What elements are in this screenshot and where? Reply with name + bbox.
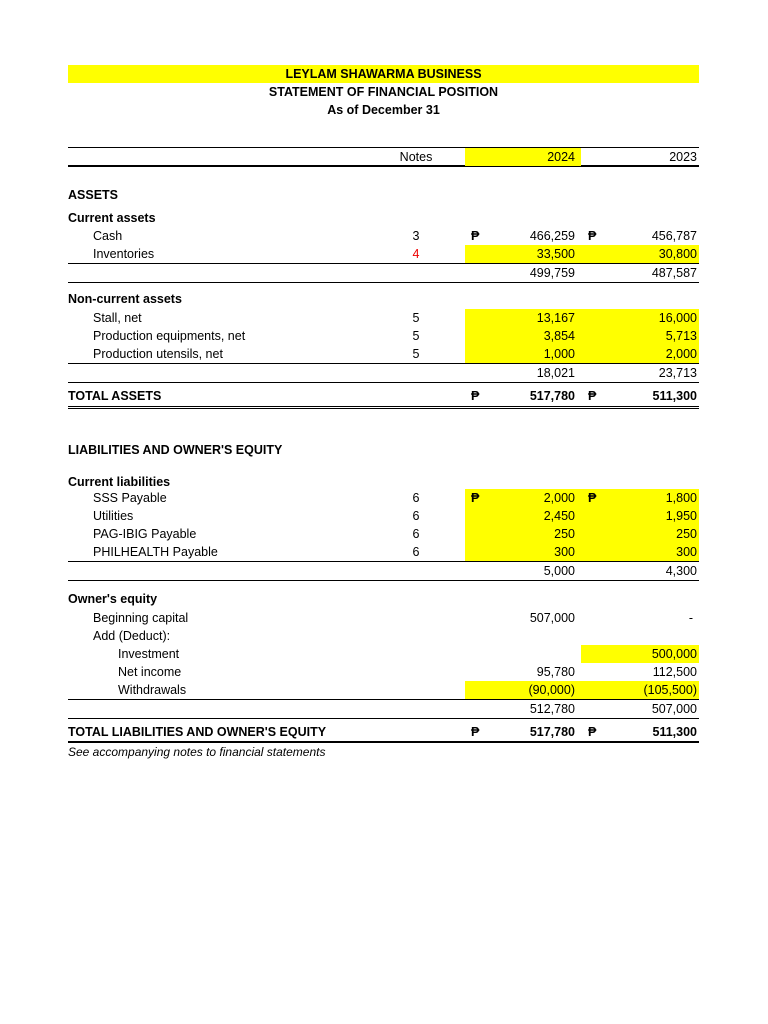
notes-header: Notes (399, 150, 433, 164)
table-row: Production equipments, net 5 3,854 5,713 (93, 329, 697, 343)
footnote: See accompanying notes to financial statements (68, 745, 326, 759)
year-2023-header: 2023 (669, 150, 697, 164)
peso-icon: ₱ (471, 491, 480, 505)
subtotal-row: 512,780 507,000 (68, 699, 699, 719)
year-2024-header: 2024 (465, 148, 581, 166)
current-liabilities-heading: Current liabilities (68, 475, 171, 489)
table-row: Investment 500,000 (118, 647, 697, 661)
table-row: PHILHEALTH Payable 6 300 300 (68, 543, 699, 562)
table-row: Cash 3 ₱ 466,259 ₱ 456,787 (93, 229, 697, 243)
table-row: PAG-IBIG Payable 6 250 250 (93, 527, 697, 541)
table-row: Beginning capital 507,000 - (93, 611, 693, 625)
table-row: Net income 95,780 112,500 (118, 665, 697, 679)
table-row: Production utensils, net 5 1,000 2,000 (68, 345, 699, 364)
noncurrent-assets-heading: Non-current assets (68, 292, 182, 306)
financial-statement (68, 65, 699, 761)
owners-equity-heading: Owner's equity (68, 592, 158, 606)
subtotal-row: 5,000 4,300 (68, 562, 699, 581)
assets-heading: ASSETS (68, 188, 119, 202)
table-row: Inventories 4 33,500 30,800 (68, 245, 699, 264)
liabilities-heading: LIABILITIES AND OWNER'S EQUITY (68, 443, 283, 457)
table-row: Withdrawals (90,000) (105,500) (118, 683, 697, 697)
peso-icon: ₱ (588, 491, 597, 505)
statement-title: STATEMENT OF FINANCIAL POSITION (268, 85, 499, 99)
grand-total-row: TOTAL LIABILITIES AND OWNER'S EQUITY ₱ 517,780 ₱ 511,300 (68, 719, 699, 743)
table-row: Utilities 6 2,450 1,950 (93, 509, 697, 523)
table-row: Add (Deduct): (93, 629, 171, 643)
peso-icon: ₱ (588, 725, 597, 739)
peso-icon: ₱ (471, 389, 480, 403)
company-name: LEYLAM SHAWARMA BUSINESS (68, 65, 699, 83)
peso-icon: ₱ (471, 725, 480, 739)
peso-icon: ₱ (471, 229, 480, 243)
peso-icon: ₱ (588, 389, 597, 403)
statement-date: As of December 31 (327, 103, 440, 117)
total-assets-row: TOTAL ASSETS ₱ 517,780 ₱ 511,300 (68, 383, 699, 409)
peso-icon: ₱ (588, 229, 597, 243)
current-assets-heading: Current assets (68, 211, 156, 225)
subtotal-row: 499,759 487,587 (68, 264, 699, 283)
column-header-row (68, 147, 699, 167)
table-row: Stall, net 5 13,167 16,000 (93, 311, 697, 325)
table-row: SSS Payable 6 2,000 ₱ 1,800 ₱ (93, 491, 697, 505)
subtotal-row: 18,021 23,713 (68, 364, 699, 383)
